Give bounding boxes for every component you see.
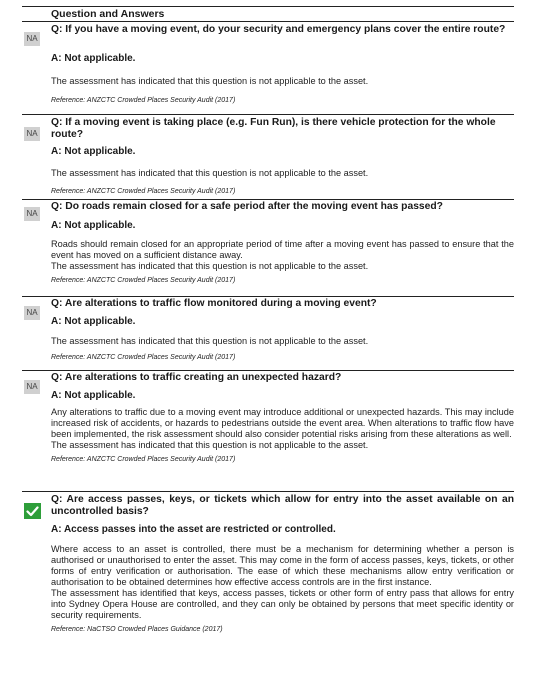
qa-entry: [22, 494, 514, 672]
question-text: Q: Do roads remain closed for a safe period after the moving event has passed?: [51, 201, 443, 212]
question-text: Q: If you have a moving event, do your security and emergency plans cover the entire route?: [51, 24, 506, 35]
reference-text: Reference: ANZCTC Crowded Places Security Audit (2017): [51, 455, 236, 463]
answer-text: A: Access passes into the asset are restricted or controlled.: [51, 524, 336, 535]
question-text: Q: Are access passes, keys, or tickets which allow for entry into the asset available on an uncontrolled basis?: [51, 494, 514, 517]
na-badge: NA: [24, 306, 40, 320]
reference-text: Reference: ANZCTC Crowded Places Security Audit (2017): [51, 353, 236, 361]
na-badge: NA: [24, 380, 40, 394]
document: [22, 6, 514, 672]
qa-entry: [22, 372, 514, 492]
answer-text: A: Not applicable.: [51, 389, 136, 401]
answer-text: A: Not applicable.: [51, 146, 136, 157]
na-badge: NA: [24, 32, 40, 46]
reference-text: Reference: ANZCTC Crowded Places Security Audit (2017): [51, 188, 236, 195]
qa-entry: [22, 298, 514, 371]
reference-text: Reference: NaCTSO Crowded Places Guidance (2017): [51, 626, 223, 633]
assessment-text: The assessment has indicated that this question is not applicable to the asset.: [51, 260, 369, 271]
reference-text: Reference: ANZCTC Crowded Places Security Audit (2017): [51, 96, 236, 104]
na-badge: NA: [24, 127, 40, 141]
qa-entry: [22, 201, 514, 297]
assessment-text: The assessment has identified that keys, access passes, tickets or other form of entry pass that allows for entry into Sydney Opera House are controlled, and they can only be obtained by persons that meet specific identity or security requirements.: [51, 588, 514, 620]
assessment-text: The assessment has indicated that this question is not applicable to the asset.: [51, 168, 369, 178]
question-text: Q: If a moving event is taking place (e.g. Fun Run), is there vehicle protection for the whole route?: [51, 117, 496, 140]
answer-text: A: Not applicable.: [51, 52, 136, 64]
answer-text: A: Not applicable.: [51, 315, 136, 327]
reference-text: Reference: ANZCTC Crowded Places Security Audit (2017): [51, 276, 236, 284]
assessment-text: The assessment has indicated that this question is not applicable to the asset.: [51, 75, 369, 86]
guidance-text: Where access to an asset is controlled, there must be a mechanism for determining whether a person is authorised or unauthorised to enter the asset. This may come in the form of access passes, keys, tickets, or other forms of entry verification or authorisation. The ease of which these mechanisms allow entry verification or authorisation to be obtained determines how effective access controls are in the first instance.: [51, 544, 514, 587]
assessment-text: The assessment has indicated that this question is not applicable to the asset.: [51, 439, 369, 450]
qa-entry: [22, 24, 514, 115]
na-badge: NA: [24, 207, 40, 221]
guidance-text: Roads should remain closed for an appropriate period of time after a moving event has passed to ensure that the event has moved on a sufficient distance away.: [51, 238, 514, 260]
question-text: Q: Are alterations to traffic creating an unexpected hazard?: [51, 372, 342, 383]
assessment-text: The assessment has indicated that this question is not applicable to the asset.: [51, 335, 369, 346]
section-header: Question and Answers: [22, 6, 514, 22]
check-icon: [24, 503, 41, 519]
answer-text: A: Not applicable.: [51, 219, 136, 231]
guidance-text: Any alterations to traffic due to a moving event may introduce additional or unexpected hazards. This may include increased risk of accidents, or hazards to pedestrians outside the event area. When alterations to traffic flow have been implemented, the risk assessment should also consider potential risks arising from these alterations as well.: [51, 406, 514, 439]
qa-entry: [22, 117, 514, 200]
question-text: Q: Are alterations to traffic flow monitored during a moving event?: [51, 298, 377, 309]
